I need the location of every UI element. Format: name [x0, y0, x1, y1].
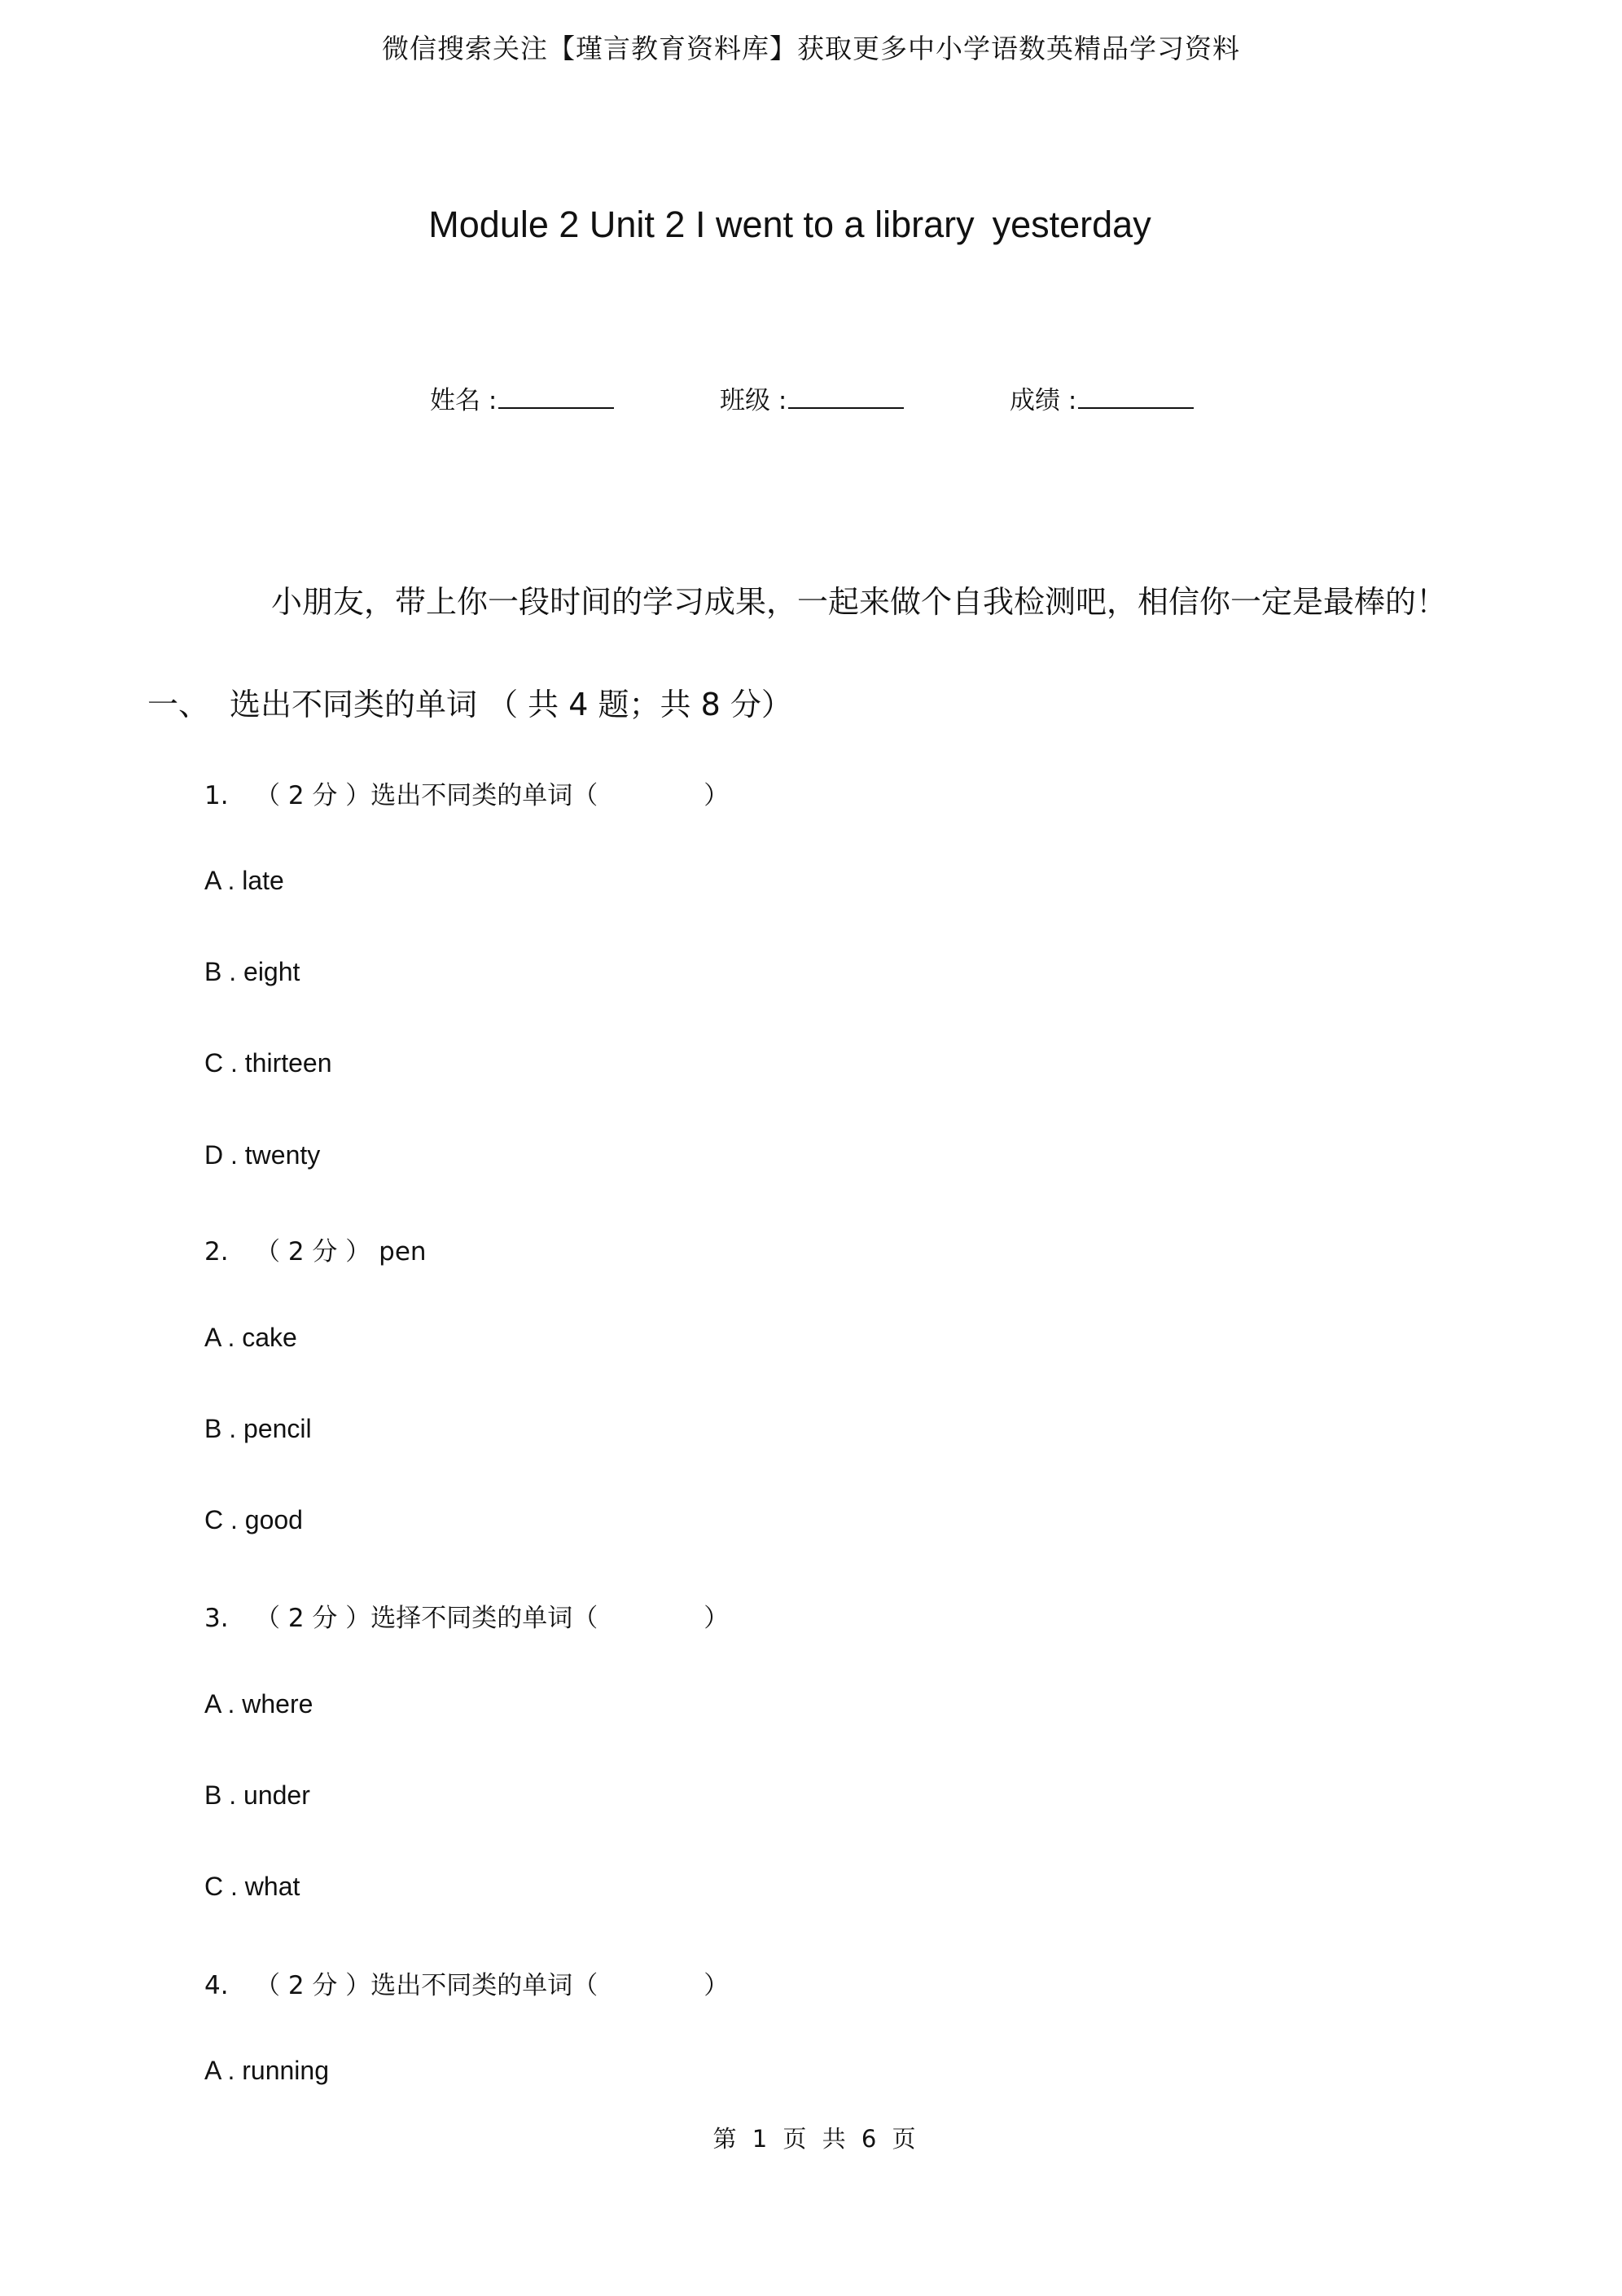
class-blank [788, 383, 904, 409]
question-1 [204, 775, 729, 811]
question-2 [204, 1231, 427, 1267]
page-banner: 微信搜索关注【瑾言教育资料库】获取更多中小学语数英精品学习资料 [382, 33, 1240, 64]
option-2b: B . pencil [204, 1414, 312, 1443]
section-number: 一、 [147, 687, 210, 722]
name-label: 姓名 : [430, 386, 498, 415]
question-text: （ 2 分 ）选出不同类的单词（ [255, 781, 598, 810]
name-blank [498, 383, 614, 409]
option-4a: A . running [204, 2056, 329, 2085]
question-number: 3. [204, 1604, 229, 1633]
question-close: ） [704, 781, 730, 810]
question-4 [204, 1965, 729, 2001]
option-2c: C . good [204, 1505, 303, 1534]
question-number: 1. [204, 781, 229, 810]
class-label: 班级 : [720, 386, 787, 415]
page-title [0, 204, 1580, 246]
question-close: ） [704, 1971, 730, 2000]
option-3a: A . where [204, 1689, 313, 1719]
title-tail: yesterday [992, 204, 1151, 245]
option-1c: C . thirteen [204, 1048, 332, 1078]
name-field [430, 380, 614, 416]
question-text: （ 2 分 ）选择不同类的单词（ [255, 1604, 598, 1633]
score-blank [1078, 383, 1194, 409]
score-field [1010, 380, 1194, 416]
page-footer: 第 1 页 共 6 页 [712, 2125, 916, 2153]
option-1d: D . twenty [204, 1140, 321, 1170]
question-number: 4. [204, 1971, 229, 2000]
score-label: 成绩 : [1010, 386, 1077, 415]
class-field [720, 380, 904, 416]
option-2a: A . cake [204, 1323, 297, 1352]
option-1a: A . late [204, 866, 284, 895]
intro-text: 小朋友，带上你一段时间的学习成果，一起来做个自我检测吧，相信你一定是最棒的！ [271, 584, 1448, 620]
question-3 [204, 1597, 729, 1634]
option-3b: B . under [204, 1780, 310, 1810]
title-main: Module 2 Unit 2 I went to a library [428, 204, 975, 245]
option-1b: B . eight [204, 957, 300, 986]
option-3c: C . what [204, 1872, 300, 1901]
question-text: （ 2 分 ） pen [255, 1237, 427, 1267]
section-title: 选出不同类的单词 （ 共 4 题；共 8 分） [230, 687, 792, 722]
question-text: （ 2 分 ）选出不同类的单词（ [255, 1971, 598, 2000]
question-close: ） [704, 1604, 730, 1633]
question-number: 2. [204, 1237, 229, 1267]
